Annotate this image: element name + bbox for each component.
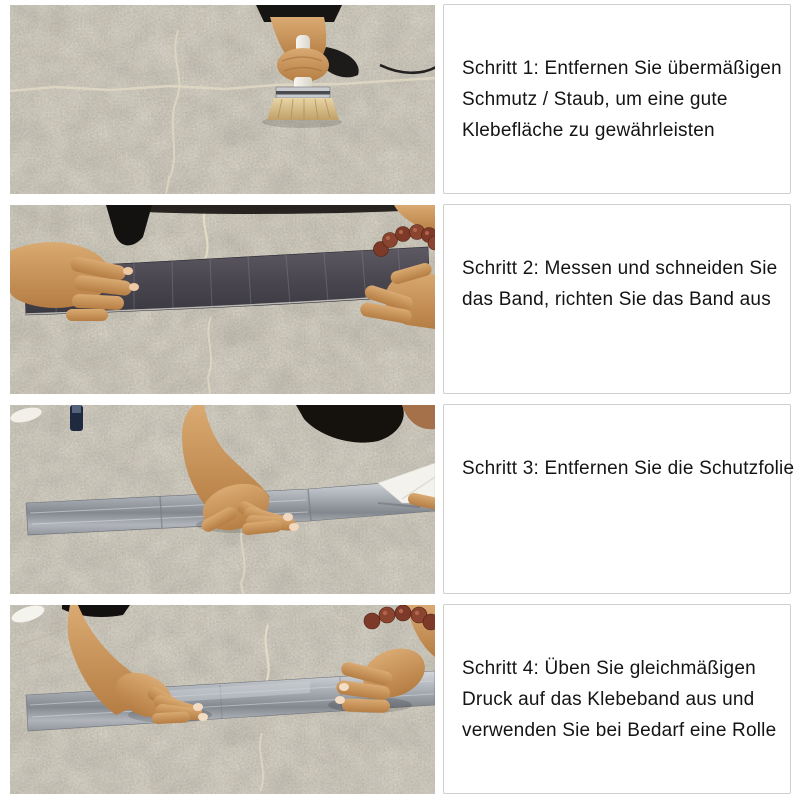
scene-peeling-liner (10, 405, 435, 594)
step-1-text-panel (443, 4, 791, 194)
ferrule-band (276, 91, 330, 95)
step-4-line-1: Schritt 4: Üben Sie gleichmäßigen (462, 658, 756, 679)
step-4-line-3: verwenden Sie bei Bedarf eine Rolle (462, 720, 777, 741)
fingernail-highlight (283, 513, 293, 521)
scene-pressing-tape (10, 605, 435, 794)
fingernail-highlight (193, 703, 203, 711)
knife-clip (72, 405, 81, 413)
photo-step-1 (10, 5, 435, 194)
scene-aligning-tape (10, 205, 435, 394)
step-row-4 (0, 600, 800, 800)
step-row-1 (0, 0, 800, 200)
fingernail-highlight (123, 267, 133, 275)
step-3-line-1: Schritt 3: Entfernen Sie die Schutzfolie (462, 458, 795, 479)
concrete-light-patches (10, 5, 435, 194)
step-4-line-2: Druck auf das Klebeband aus und (462, 689, 755, 710)
step-1-line-2: Schmutz / Staub, um eine gute (462, 89, 728, 110)
left-finger-3 (72, 294, 125, 311)
step-2-line-2: das Band, richten Sie das Band aus (462, 289, 771, 310)
fingernail-highlight (335, 696, 345, 704)
step-row-3 (0, 400, 800, 600)
gripping-hand (277, 48, 329, 82)
scene-brushing-concrete (10, 5, 435, 194)
right-finger-3 (342, 698, 390, 713)
left-finger-4 (152, 711, 191, 724)
fingernail-highlight (129, 283, 139, 291)
step-1-line-1: Schritt 1: Entfernen Sie übermäßigen (462, 58, 782, 79)
step-2-line-1: Schritt 2: Messen und schneiden Sie (462, 258, 778, 279)
photo-step-3 (10, 405, 435, 594)
left-finger-4 (66, 309, 108, 321)
step-4-text-panel (443, 604, 791, 794)
step-1-line-3: Klebefläche zu gewährleisten (462, 120, 715, 141)
step-row-2 (0, 200, 800, 400)
fingernail-highlight (198, 713, 208, 721)
photo-step-4 (10, 605, 435, 794)
fingernail-highlight (339, 683, 349, 691)
step-2-text-panel (443, 204, 791, 394)
photo-step-2 (10, 205, 435, 394)
step-3-text-panel (443, 404, 795, 594)
fingernail-highlight (289, 523, 299, 531)
